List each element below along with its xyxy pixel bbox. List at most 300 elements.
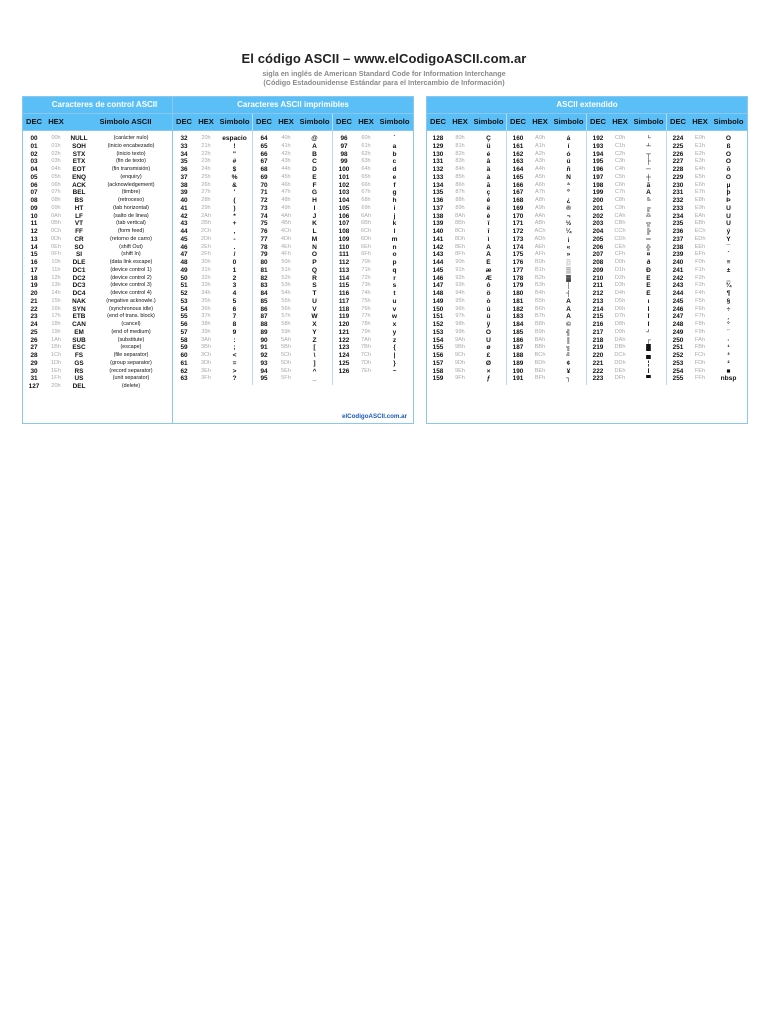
hex-value: 3Dh [200, 359, 212, 366]
hex-value: FEh [694, 367, 706, 374]
dec-value: 08 [30, 197, 38, 204]
symbol-value: ┐ [566, 375, 571, 383]
dec-value: 212 [592, 290, 604, 297]
extended-row [587, 282, 666, 290]
dec-value: 225 [672, 142, 684, 150]
symbol-value: ▓ [566, 274, 571, 282]
dec-value: 69 [260, 173, 268, 181]
hex-value: 8Dh [454, 235, 466, 242]
extended-row [667, 143, 747, 151]
printable-row [333, 220, 413, 228]
dec-value: 86 [260, 305, 268, 313]
printable-row [253, 244, 332, 252]
extended-row [667, 368, 747, 376]
dec-value: 234 [672, 212, 684, 220]
hex-value: 95h [455, 297, 465, 304]
hex-value: E2h [695, 150, 705, 157]
extended-row [587, 352, 666, 360]
dec-value: 240 [672, 259, 684, 266]
symbol-value: Í [647, 305, 650, 313]
symbol-value: | [393, 352, 396, 359]
hex-value: 58h [281, 321, 291, 327]
symbol-value: ± [726, 266, 731, 274]
symbol-value: o [392, 251, 397, 259]
symbol-value: { [393, 344, 396, 352]
control-row [23, 313, 186, 321]
symbol-value: ´ [727, 251, 730, 259]
control-mnemonic: SOH [72, 142, 86, 150]
hex-value: 20h [51, 383, 61, 389]
symbol-value: í [567, 142, 570, 150]
symbol-column-header: Simbolo [299, 117, 330, 126]
symbol-value: [ [313, 344, 316, 352]
symbol-value: z [392, 336, 397, 344]
control-description: (acknowledgement) [107, 181, 155, 188]
dec-value: 25 [30, 328, 38, 336]
symbol-value: Ò [725, 158, 732, 166]
control-mnemonic: LF [75, 212, 83, 220]
printable-subtable-header [333, 114, 413, 131]
hex-value: 02h [51, 150, 61, 157]
dec-value: 128 [432, 135, 444, 142]
printable-row [253, 251, 332, 259]
hex-value: E0h [695, 135, 705, 141]
symbol-value: % [231, 173, 238, 181]
dec-value: 180 [512, 290, 524, 297]
extended-row [587, 375, 666, 383]
dec-value: 152 [432, 321, 444, 328]
hex-value: 86h [455, 181, 465, 188]
extended-row [507, 321, 586, 329]
dec-value: 159 [432, 375, 444, 383]
hex-value: C9h [614, 204, 626, 211]
extended-subtable-header [667, 114, 747, 131]
hex-value: D7h [614, 313, 626, 320]
printable-row [173, 151, 252, 159]
dec-value: 177 [512, 266, 524, 274]
extended-row [427, 313, 506, 321]
dec-value: 37 [180, 173, 188, 181]
printable-row [253, 306, 332, 314]
printable-subtable [333, 114, 413, 385]
extended-row [427, 368, 506, 376]
symbol-value: â [486, 158, 491, 166]
symbol-value: ø [486, 344, 491, 352]
dec-value: 44 [180, 228, 188, 235]
extended-row [507, 182, 586, 190]
hex-value: 2Dh [200, 235, 212, 242]
symbol-value: ¹ [727, 344, 730, 352]
printable-row [253, 344, 332, 352]
hex-value: 30h [201, 259, 211, 265]
hex-column-header: HEX [278, 117, 294, 126]
hex-value: FAh [695, 336, 705, 343]
extended-row [427, 259, 506, 267]
hex-value: D0h [614, 259, 626, 265]
control-description: (retroceso) [117, 197, 145, 203]
dec-value: 12 [30, 228, 38, 235]
symbol-column-header: Simbolo [633, 117, 664, 126]
symbol-value: Ð [646, 266, 651, 274]
dec-value: 93 [260, 359, 268, 367]
symbol-value: B [312, 150, 317, 158]
dec-value: 228 [672, 166, 684, 173]
dec-value: 113 [338, 266, 350, 274]
symbol-value: F [312, 181, 317, 189]
control-mnemonic: SYN [72, 305, 86, 313]
dec-value: 171 [512, 220, 524, 228]
hex-value: EEh [694, 243, 706, 250]
hex-value: CDh [614, 235, 626, 242]
dec-value: 55 [180, 313, 188, 321]
symbol-value: # [232, 158, 237, 166]
hex-value: C0h [614, 135, 626, 141]
symbol-value: ! [233, 142, 236, 150]
control-description: (device control 3) [110, 282, 152, 289]
control-description: (salto de linea) [113, 212, 149, 219]
printable-row [173, 368, 252, 376]
extended-row [427, 205, 506, 213]
hex-value: 38h [201, 321, 211, 327]
extended-row [507, 282, 586, 290]
dec-value: 125 [338, 359, 350, 367]
extended-row [427, 251, 506, 259]
dec-value: 155 [432, 344, 444, 352]
symbol-value: ─ [646, 166, 651, 173]
control-row [23, 166, 186, 174]
printable-row [333, 306, 413, 314]
control-mnemonic: EM [74, 328, 84, 336]
control-chars-panel [22, 96, 187, 424]
dec-value: 77 [260, 235, 268, 243]
dec-value: 87 [260, 313, 268, 321]
dec-value: 173 [512, 235, 524, 243]
extended-row [667, 360, 747, 368]
printable-row [333, 290, 413, 298]
hex-value: 27h [201, 189, 211, 196]
control-mnemonic: ESC [72, 344, 86, 352]
control-row [23, 189, 186, 197]
hex-value: 18h [51, 321, 61, 327]
hex-value: ADh [534, 235, 546, 242]
symbol-value: ¦ [647, 359, 650, 367]
control-mnemonic: DC1 [72, 266, 86, 274]
extended-row [667, 352, 747, 360]
hex-value: DBh [614, 344, 626, 351]
hex-value: CFh [614, 251, 626, 258]
printable-row [253, 352, 332, 360]
symbol-value: w [391, 313, 398, 321]
dec-value: 122 [338, 336, 350, 344]
dec-value: 14 [30, 243, 38, 251]
symbol-value: ▄ [646, 352, 651, 359]
hex-value: 4Eh [281, 243, 291, 250]
printable-row [333, 251, 413, 259]
dec-value: 89 [260, 328, 268, 336]
control-description: (data link escape) [109, 259, 153, 265]
symbol-column-header: Simbolo [553, 117, 584, 126]
control-mnemonic: FF [75, 228, 83, 235]
control-description: (negative acknowle.) [106, 297, 156, 304]
control-description: (device control 1) [110, 266, 152, 273]
symbol-value: ð [646, 259, 651, 266]
hex-value: 25h [201, 173, 211, 180]
hex-value: 11h [51, 266, 61, 273]
control-row [23, 337, 186, 345]
extended-row [427, 375, 506, 383]
hex-value: B1h [535, 266, 545, 273]
hex-value: BFh [534, 375, 546, 382]
dec-value: 36 [180, 166, 188, 173]
dec-value: 218 [592, 336, 604, 344]
printable-row [253, 213, 332, 221]
dec-value: 118 [338, 305, 350, 313]
dec-value: 98 [340, 150, 348, 158]
printable-row [173, 259, 252, 267]
symbol-value: · [727, 336, 730, 344]
hex-value: F7h [695, 313, 705, 320]
extended-row [667, 267, 747, 275]
printable-row [173, 275, 252, 283]
hex-value: 59h [281, 328, 291, 335]
symbol-value: ^ [312, 367, 317, 375]
hex-value: B5h [535, 297, 545, 304]
dec-value: 68 [260, 166, 268, 173]
printable-row [253, 189, 332, 197]
dec-value: 31 [30, 375, 38, 383]
printable-row [173, 213, 252, 221]
extended-subtable-header [507, 114, 586, 131]
control-mnemonic: DC2 [72, 274, 86, 282]
hex-value: 89h [455, 204, 465, 211]
hex-value: 14h [51, 290, 61, 296]
symbol-value: \ [313, 352, 316, 359]
symbol-value: + [232, 220, 237, 228]
extended-row [507, 275, 586, 283]
hex-value: D6h [614, 305, 626, 312]
hex-value: 42h [281, 150, 291, 157]
extended-row [507, 205, 586, 213]
printable-rows [253, 131, 332, 385]
extended-row [667, 197, 747, 205]
hex-value: 07h [51, 189, 61, 196]
hex-value: E9h [695, 204, 705, 211]
hex-value: 17h [51, 313, 61, 320]
symbol-value: R [312, 274, 317, 282]
symbol-value: g [392, 189, 397, 197]
dec-value: 115 [338, 282, 350, 290]
hex-value: 08h [51, 197, 61, 203]
printable-row [253, 205, 332, 213]
extended-row [587, 306, 666, 314]
hex-value: 84h [455, 166, 465, 172]
hex-value: 5Ch [280, 352, 292, 358]
dec-value: 216 [592, 321, 604, 328]
extended-row [587, 135, 666, 143]
symbol-value: Ù [726, 220, 731, 228]
hex-value: BCh [534, 352, 546, 358]
dec-value: 194 [592, 150, 604, 158]
symbol-value: ¯ [726, 243, 731, 251]
symbol-value: └ [646, 135, 651, 142]
dec-column-header: DEC [589, 117, 607, 126]
printable-row [333, 158, 413, 166]
dec-value: 210 [592, 274, 604, 282]
printable-row [333, 189, 413, 197]
hex-value: E8h [695, 197, 705, 203]
dec-value: 107 [338, 220, 350, 228]
dec-column-header: DEC [25, 117, 43, 126]
printable-columns [173, 114, 413, 385]
symbol-value: ╔ [646, 204, 651, 212]
symbol-value: ; [233, 344, 236, 352]
hex-value: 03h [51, 158, 61, 165]
printable-subtable [173, 114, 253, 385]
site-link[interactable]: elCodigoASCII.com.ar [342, 413, 407, 420]
extended-row [587, 143, 666, 151]
printable-row [173, 251, 252, 259]
symbol-value: Ó [725, 135, 732, 142]
extended-row [427, 182, 506, 190]
hex-value: 0Ch [50, 228, 62, 234]
dec-value: 106 [338, 212, 350, 220]
extended-row [427, 213, 506, 221]
extended-row [507, 352, 586, 360]
dec-value: 20 [30, 290, 38, 297]
symbol-value: Â [566, 305, 571, 313]
control-mnemonic: CR [74, 235, 84, 243]
control-description: (inicio texto) [116, 150, 146, 157]
symbol-value: ┤ [566, 290, 571, 297]
printable-row [173, 306, 252, 314]
symbol-value: ¢ [566, 359, 571, 367]
hex-value: 47h [281, 189, 291, 196]
symbol-value: n [392, 243, 397, 251]
hex-value: E7h [695, 189, 705, 196]
control-mnemonic: ENQ [72, 173, 86, 181]
symbol-value: ò [486, 297, 491, 305]
extended-row [667, 135, 747, 143]
hex-value: A7h [535, 189, 545, 196]
hex-value: 35h [201, 297, 211, 304]
symbol-value: D [312, 166, 317, 173]
hex-value: 1Bh [51, 344, 61, 351]
printable-row [333, 213, 413, 221]
control-mnemonic: DC3 [72, 282, 86, 290]
control-row [23, 236, 186, 244]
dec-value: 24 [30, 321, 38, 328]
printable-row [253, 236, 332, 244]
dec-value: 200 [592, 197, 604, 204]
extended-row [507, 174, 586, 182]
hex-value: CCh [614, 228, 626, 234]
symbol-value: ¤ [646, 251, 651, 259]
dec-value: 02 [30, 150, 38, 158]
dec-column-header: DEC [429, 117, 447, 126]
symbol-value: ░ [566, 259, 571, 266]
hex-value: 72h [361, 274, 371, 281]
hex-value: 49h [281, 204, 291, 211]
dec-value: 136 [432, 197, 444, 204]
hex-value: 8Bh [455, 220, 465, 227]
symbol-value: ¡ [567, 235, 570, 243]
hex-value: 96h [455, 305, 465, 312]
hex-value: A4h [535, 166, 545, 172]
dec-value: 71 [260, 189, 268, 197]
dec-value: 54 [180, 305, 188, 313]
dec-value: 117 [338, 297, 350, 305]
symbol-value: I [313, 204, 316, 212]
printable-row [333, 282, 413, 290]
control-row [23, 383, 186, 391]
dec-value: 62 [180, 367, 188, 375]
extended-row [667, 313, 747, 321]
symbol-value: ┌ [646, 336, 651, 344]
hex-value: 3Eh [201, 367, 211, 374]
hex-column-header: HEX [358, 117, 374, 126]
dec-value: 00 [30, 135, 38, 142]
symbol-value: ª [567, 181, 570, 189]
extended-row [587, 313, 666, 321]
control-mnemonic: ACK [72, 181, 86, 189]
extended-row [667, 375, 747, 383]
extended-row [427, 344, 506, 352]
hex-value: 10h [51, 259, 61, 265]
hex-value: 15h [51, 297, 61, 304]
symbol-value: " [232, 150, 237, 158]
hex-value: 7Dh [360, 359, 372, 366]
dec-value: 119 [338, 313, 350, 321]
hex-value: EFh [694, 251, 706, 258]
control-mnemonic: SO [74, 243, 84, 251]
symbol-value: f [393, 181, 396, 189]
symbol-value: 9 [232, 328, 237, 336]
hex-value: F1h [695, 266, 705, 273]
extended-row [427, 158, 506, 166]
symbol-value: ┘ [646, 328, 651, 336]
control-mnemonic: RS [74, 367, 84, 375]
hex-value: E5h [695, 173, 705, 180]
control-table-header [23, 114, 186, 131]
symbol-value: ╚ [646, 197, 651, 204]
hex-value: 2Eh [201, 243, 211, 250]
symbol-value: ¾ [725, 282, 732, 290]
symbol-value: à [486, 173, 491, 181]
symbol-value: │ [566, 282, 571, 290]
symbol-value: º [567, 189, 570, 197]
control-rows [23, 131, 186, 393]
symbol-value: ■ [726, 367, 731, 375]
symbol-value: ├ [646, 158, 651, 166]
control-mnemonic: NULL [70, 135, 88, 142]
symbol-value: ▀ [646, 375, 651, 383]
control-description: (tab horizontal) [113, 204, 149, 211]
dec-value: 188 [512, 352, 524, 359]
symbol-value: Ë [646, 282, 651, 290]
control-row [23, 321, 186, 329]
symbol-value: ¶ [726, 290, 731, 297]
dec-value: 203 [592, 220, 604, 228]
symbol-value: ┴ [646, 142, 651, 150]
hex-value: 23h [201, 158, 211, 165]
extended-row [507, 368, 586, 376]
symbol-value: × [486, 367, 491, 375]
extended-row [587, 259, 666, 267]
symbol-value: È [646, 290, 651, 297]
printable-row [253, 228, 332, 236]
control-row [23, 220, 186, 228]
dec-value: 178 [512, 274, 524, 282]
